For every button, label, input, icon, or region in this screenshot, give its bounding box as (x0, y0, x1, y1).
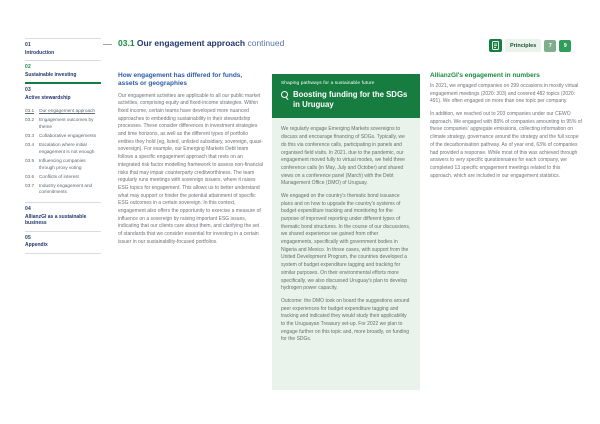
sidebar-item-sustainable-business[interactable] (25, 203, 101, 231)
section-label: AllianzGI as a sustainable business (25, 213, 87, 227)
case-study-title: Boosting funding for the SDGs in Uruguay (293, 90, 408, 109)
section-number: 03 (25, 87, 31, 93)
column1-paragraph: Our engagement activities are applicable to all our public market activities, comprising equity and fixed-income strategies. Within fixed income, certain teams have developed more nuanced approaches to embedding sustainability in their stewardship processes. These consider differences in investment strategies and time horizons, as well as the different types of portfolio entities they hold (eg, listed, unlisted subsidiary, sovereign, quasi-sovereign). For example, our Emerging Markets Debt team follows a specific engagement approach that rests on an integrated risk factor modelling framework to assess non-financial risks that may impair counterparty creditworthiness. The team regularly runs meetings with sovereign issuers, where it raises ESG topics for engagement. This allows us to better understand what may support or hinder the potential attainment of specific ESG outcomes in a certain sovereign. In this context, engagement also offers the opportunity to exercise a measure of influence on a sovereign by raising important ESG issues, indicating that our clients care about them, and clarifying the set of standards that we consider essential for investing in a certain issuer in our sustainability-focused portfolios. (118, 92, 264, 245)
column3-paragraph: In addition, we reached out to 203 companies under our CEWO approach. We engaged with 88% of companies amounting to 95% of these companies' aggregate emissions, collecting information on climate strategy, governance around the strategy and the full scope of the decarbonisation pathway. As of year end, 63% of companies had provided a response. While most of this was achieved through answers to very specific questionnaires for each company, we completed 13 specific engagement meetings related to this approach, which are included in our engagement statistics. (430, 111, 582, 179)
header-tick (103, 44, 112, 45)
case-study-paragraph: We regularly engage Emerging Markets sovereigns to discuss and encourage financing of SDGs. Typically, we do this via conference calls, participating in panels and organised field visits. In 2021, due to the pandemic, our engagement moved fully to virtual modes, we held three conference calls (in May, July and October) and shared views on a conference panel (March) with the Debt Management Office (DMO) of Uruguay. (281, 126, 405, 187)
column-engagement-in-numbers (430, 72, 582, 185)
section-number: 01 (25, 42, 31, 48)
section-label: Sustainable investing (25, 71, 77, 78)
column3-paragraph: In 2021, we engaged companies on 299 occasions in mostly virtual engagement meetings (2020: 303) and covered 482 topics (2020: 491). We often engaged on more than one topic per company. (430, 83, 579, 105)
section-label: Active stewardship (25, 94, 71, 101)
case-study-panel (272, 74, 420, 390)
sidebar-toc (25, 38, 101, 254)
section-label: Appendix (25, 242, 48, 249)
section-label: Introduction (25, 49, 55, 56)
sidebar-item-engagement-outcomes[interactable]: 03.2 Engagement outcomes by theme (25, 117, 94, 129)
column1-heading: How engagement has differed for funds, assets or geographies (118, 72, 243, 88)
section-number: 02 (25, 64, 31, 70)
sidebar-item-industry-engagement[interactable]: 03.7 Industry engagement and commitments (25, 182, 93, 195)
case-study-eyebrow: Shaping pathways for a sustainable future (281, 81, 375, 86)
principle-page-chip-9[interactable]: 9 (559, 40, 571, 52)
column3-heading: AllianzGI's engagement in numbers (430, 72, 540, 79)
case-study-body (272, 118, 420, 355)
case-study-paragraph: We engaged on the country's thematic bond issuance plans and on how to upgrade the country's systems of budget expenditure tracking and monitoring for the purpose of improved reporting under different types of thematic bond structures. In the course of our discussions, we shared experience we gained from other engagements, specifically with government bodies in Nigeria and Mexico. In those cases, with support from the United Development Program, the countries developed a system of budget expenditure tagging and tracking for similar purposes. On their environmental efforts more specifically, we also discussed Uruguay's plan to develop hydrogen power capacity. (281, 192, 411, 292)
sidebar-item-engagement-approach[interactable]: 03.1 Our engagement approach (25, 108, 96, 114)
page-title-number: 03.1 (118, 38, 135, 48)
page-title-text: Our engagement approach (136, 38, 246, 48)
page-title-suffix: continued (247, 38, 285, 48)
principles-label: Principles (505, 39, 541, 52)
section-number: 04 (25, 206, 31, 213)
magnifier-icon (281, 91, 289, 100)
sidebar-item-appendix[interactable] (25, 232, 101, 253)
principles-badge-group (489, 39, 571, 52)
sidebar-item-conflicts-of-interest[interactable]: 03.6 Conflicts of interest (25, 173, 79, 179)
case-study-header (272, 74, 420, 118)
sidebar-item-sustainable-investing[interactable] (25, 61, 101, 82)
principles-icon (489, 39, 502, 52)
case-study-paragraph: Outcome: the DMO took on board the suggestions around peer experiences for budget expenditure tagging and tracking and indicated they would study their applicability to the Uruguayan Treasury set-up. For 2022 we plan to engage further on this topic and, more broadly, on funding for the SDGs. (281, 297, 410, 343)
page-title (118, 38, 284, 48)
divider (25, 253, 101, 254)
column-engagement-differences (118, 72, 264, 251)
sidebar-item-escalation[interactable]: 03.4 Escalation where initial engagement is not enough (25, 141, 95, 154)
sidebar-item-introduction[interactable] (25, 39, 101, 60)
sidebar-item-proxy-voting[interactable]: 03.5 Influencing companies through proxy voting (25, 157, 86, 170)
section-number: 05 (25, 234, 31, 241)
sidebar-item-active-stewardship[interactable] (25, 84, 101, 105)
principle-page-chip-7[interactable]: 7 (544, 40, 556, 52)
subsection-list (25, 105, 101, 202)
sidebar-item-collaborative-engagements[interactable]: 03.3 Collaborative engagements (25, 132, 97, 138)
